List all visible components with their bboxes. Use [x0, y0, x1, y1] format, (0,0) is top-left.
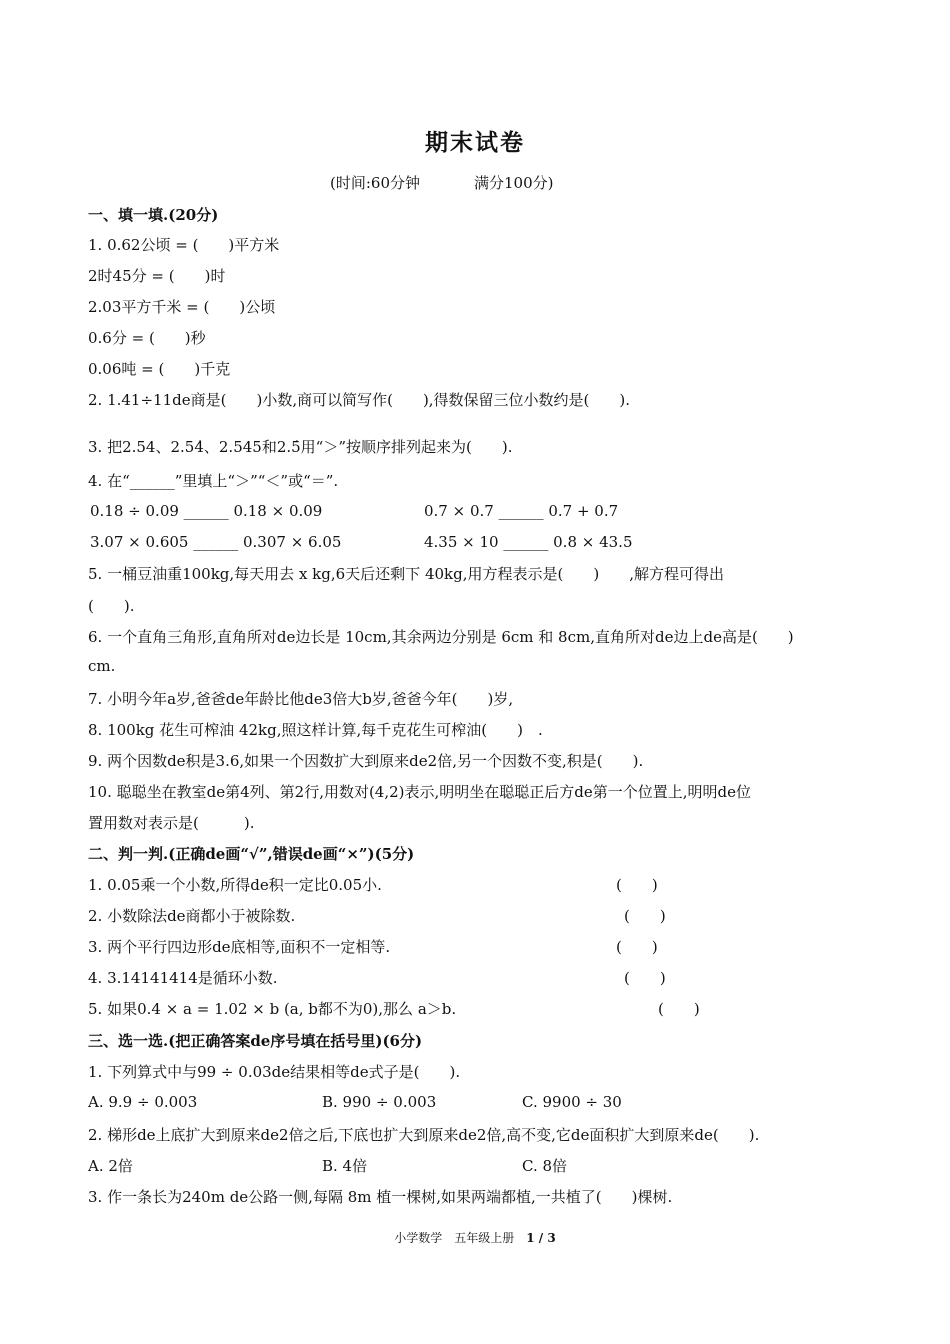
- judge-mark-2: ( ): [624, 907, 666, 925]
- question-9: 9. 两个因数de积是3.6,如果一个因数扩大到原来de2倍,另一个因数不变,积是( ).: [88, 752, 644, 770]
- judge-item-3: 3. 两个平行四边形de底相等,面积不一定相等.: [88, 938, 391, 956]
- question-4: 4. 在“______”里填上“＞”“＜”或“＝”.: [88, 472, 339, 490]
- exam-score: 满分100分): [474, 174, 554, 192]
- section-1-heading: 一、填一填.(20分): [88, 206, 219, 224]
- compare-item-4: 4.35 × 10 ______ 0.8 × 43.5: [424, 533, 633, 551]
- choice-question-2: 2. 梯形de上底扩大到原来de2倍之后,下底也扩大到原来de2倍,高不变,它de面积扩大到原来de( ).: [88, 1126, 760, 1144]
- judge-mark-1: ( ): [616, 876, 658, 894]
- choice-2-option-b: B. 4倍: [322, 1157, 368, 1175]
- section-2-heading: 二、判一判.(正确de画“√”,错误de画“×”)(5分): [88, 845, 415, 863]
- question-8: 8. 100kg 花生可榨油 42kg,照这样计算,每千克花生可榨油( ) .: [88, 721, 543, 739]
- question-6-cont: cm.: [88, 657, 116, 675]
- question-10: 10. 聪聪坐在教室de第4列、第2行,用数对(4,2)表示,明明坐在聪聪正后方de第一个位置上,明明de位: [88, 783, 752, 801]
- question-1b: 2时45分 = ( )时: [88, 267, 226, 285]
- judge-mark-4: ( ): [624, 969, 666, 987]
- choice-2-option-c: C. 8倍: [522, 1157, 568, 1175]
- question-1a: 1. 0.62公顷 = ( )平方米: [88, 236, 280, 254]
- choice-question-3: 3. 作一条长为240m de公路一侧,每隔 8m 植一棵树,如果两端都植,一共植了( )棵树.: [88, 1188, 673, 1206]
- question-3: 3. 把2.54、2.54̇、2.545和2.5̇用“＞”按顺序排列起来为( ).: [88, 438, 513, 456]
- judge-mark-5: ( ): [658, 1000, 700, 1018]
- exam-info: [330, 172, 630, 193]
- judge-item-1: 1. 0.05乘一个小数,所得de积一定比0.05小.: [88, 876, 382, 894]
- page-footer: [0, 1229, 950, 1246]
- judge-item-2: 2. 小数除法de商都小于被除数.: [88, 907, 296, 925]
- question-5: 5. 一桶豆油重100kg,每天用去 x kg,6天后还剩下 40kg,用方程表示是( ) ,解方程可得出: [88, 565, 724, 583]
- compare-item-2: 0.7 × 0.7 ______ 0.7 + 0.7: [424, 502, 619, 520]
- compare-item-3: 3.07 × 0.605 ______ 0.307 × 6.05: [90, 533, 342, 551]
- section-3-heading: 三、选一选.(把正确答案de序号填在括号里)(6分): [88, 1032, 423, 1050]
- page-number: 1 / 3: [526, 1231, 556, 1245]
- question-1d: 0.6分 = ( )秒: [88, 329, 206, 347]
- footer-text: 小学数学 五年级上册: [394, 1231, 527, 1245]
- page-title: 期末试卷: [425, 129, 525, 156]
- compare-item-1: 0.18 ÷ 0.09 ______ 0.18 × 0.09: [90, 502, 323, 520]
- choice-1-option-b: B. 990 ÷ 0.003: [322, 1093, 437, 1111]
- question-5-cont: ( ).: [88, 597, 135, 615]
- question-10-cont: 置用数对表示是( ).: [88, 814, 255, 832]
- judge-item-5: 5. 如果0.4 × a = 1.02 × b (a, b都不为0),那么 a＞b.: [88, 1000, 457, 1018]
- judge-mark-3: ( ): [616, 938, 658, 956]
- question-1c: 2.03平方千米 = ( )公顷: [88, 298, 276, 316]
- choice-2-option-a: A. 2倍: [88, 1157, 133, 1175]
- question-1e: 0.06吨 = ( )千克: [88, 360, 231, 378]
- choice-1-option-c: C. 9900 ÷ 30: [522, 1093, 622, 1111]
- question-2: 2. 1.41÷11de商是( )小数,商可以简写作( ),得数保留三位小数约是( ).: [88, 391, 631, 409]
- question-6: 6. 一个直角三角形,直角所对de边长是 10cm,其余两边分别是 6cm 和 8cm,直角所对de边上de高是( ): [88, 628, 794, 646]
- choice-1-option-a: A. 9.9 ÷ 0.003: [88, 1093, 198, 1111]
- exam-time: (时间:60分钟: [330, 174, 420, 192]
- judge-item-4: 4. 3.14141414是循环小数.: [88, 969, 278, 987]
- choice-question-1: 1. 下列算式中与99 ÷ 0.03de结果相等de式子是( ).: [88, 1063, 461, 1081]
- question-7: 7. 小明今年a岁,爸爸de年龄比他de3倍大b岁,爸爸今年( )岁,: [88, 690, 514, 708]
